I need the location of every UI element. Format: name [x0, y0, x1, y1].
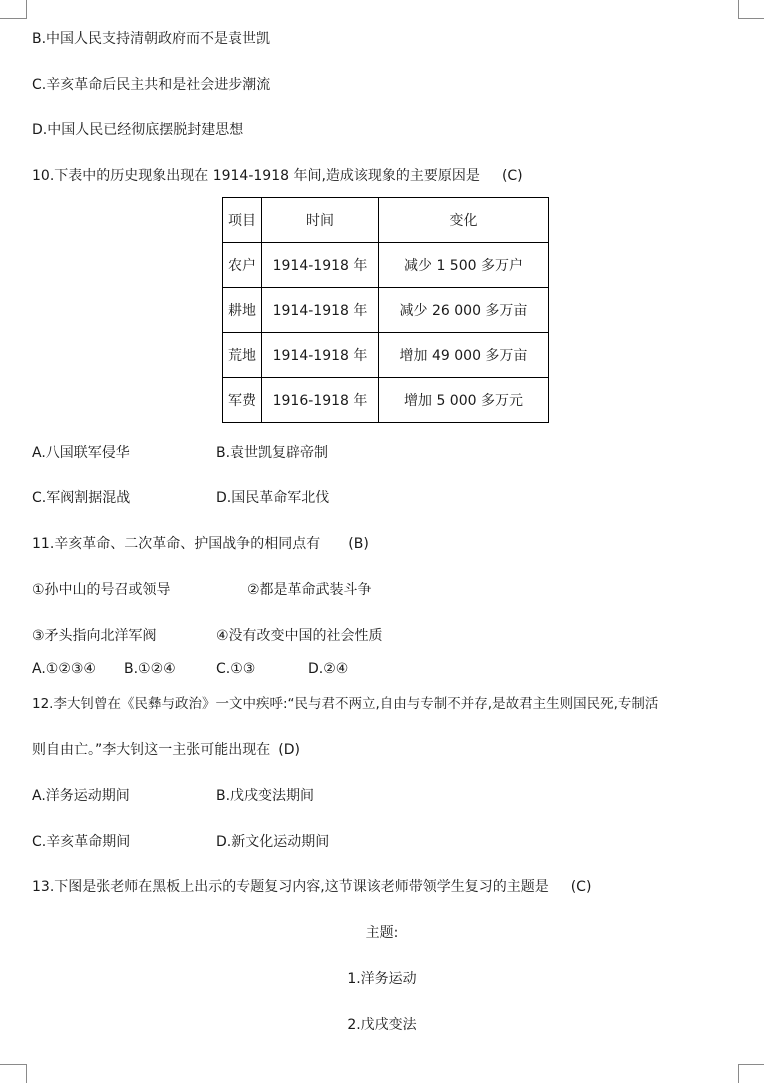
q11-item-1: ①孙中山的号召或领导 — [32, 582, 171, 598]
q12-stem-line-2 — [32, 740, 300, 760]
q11-option-a: A.①②③④ — [32, 661, 96, 677]
q12-answer: (D) — [278, 742, 300, 758]
q12-option-a: A.洋务运动期间 — [32, 788, 130, 804]
q10-answer: (C) — [501, 168, 523, 184]
q12-option-d: D.新文化运动期间 — [216, 834, 330, 850]
table-cell: 减少 26 000 多万亩 — [379, 288, 549, 333]
q13-answer: (C) — [570, 879, 592, 895]
table-header-row — [223, 198, 549, 243]
table-header-cell: 时间 — [262, 198, 379, 243]
table-row — [223, 333, 549, 378]
table-cell: 1916-1918 年 — [262, 378, 379, 423]
table-cell: 荒地 — [223, 333, 262, 378]
table-cell: 农户 — [223, 243, 262, 288]
board-item-2: 2.戊戌变法 — [347, 1017, 417, 1033]
q10-option-a: A.八国联军侵华 — [32, 445, 130, 461]
q11-answer: (B) — [348, 536, 369, 552]
q11-option-c: C.①③ — [216, 661, 256, 677]
table-header-cell: 变化 — [379, 198, 549, 243]
q11-option-d: D.②④ — [308, 661, 349, 677]
table-cell: 增加 5 000 多万元 — [379, 378, 549, 423]
board-item-1: 1.洋务运动 — [347, 971, 417, 987]
q10-option-b: B.袁世凯复辟帝制 — [216, 445, 329, 461]
q11-item-2: ②都是革命武装斗争 — [247, 582, 372, 598]
q10-stem-line — [32, 166, 523, 186]
corner-mark-top-right — [738, 0, 764, 19]
q12-option-b: B.戊戌变法期间 — [216, 788, 315, 804]
q11-item-4: ④没有改变中国的社会性质 — [216, 628, 383, 644]
q10-option-d: D.国民革命军北伐 — [216, 490, 330, 506]
q12-stem: 则自由亡。”李大钊这一主张可能出现在 — [32, 742, 271, 758]
table-row — [223, 288, 549, 333]
q12-stem-line-1: 12.李大钊曾在《民彝与政治》一文中疾呼:“民与君不两立,自由与专制不并存,是故君主生则国民死,专制活 — [32, 696, 659, 712]
corner-mark-top-left — [0, 0, 27, 19]
q10-option-c: C.军阀割据混战 — [32, 490, 131, 506]
table-row — [223, 378, 549, 423]
table-cell: 耕地 — [223, 288, 262, 333]
history-table — [222, 197, 549, 423]
table-cell: 减少 1 500 多万户 — [379, 243, 549, 288]
q11-stem: 11.辛亥革命、二次革命、护国战争的相同点有 — [32, 536, 321, 552]
table-cell: 1914-1918 年 — [262, 333, 379, 378]
table-cell: 增加 49 000 多万亩 — [379, 333, 549, 378]
q10-stem: 10.下表中的历史现象出现在 1914-1918 年间,造成该现象的主要原因是 — [32, 168, 480, 184]
q11-stem-line — [32, 534, 369, 554]
q13-stem-line — [32, 877, 591, 897]
corner-mark-bottom-left — [0, 1064, 27, 1083]
q13-stem: 13.下图是张老师在黑板上出示的专题复习内容,这节课该老师带领学生复习的主题是 — [32, 879, 549, 895]
board-title: 主题: — [365, 925, 399, 941]
q9-option-d: D.中国人民已经彻底摆脱封建思想 — [32, 122, 244, 138]
q9-option-b: B.中国人民支持清朝政府而不是袁世凯 — [32, 31, 271, 47]
q11-item-3: ③矛头指向北洋军阀 — [32, 628, 157, 644]
table-header-cell: 项目 — [223, 198, 262, 243]
q9-option-c: C.辛亥革命后民主共和是社会进步潮流 — [32, 77, 271, 93]
table-row — [223, 243, 549, 288]
corner-mark-bottom-right — [738, 1064, 764, 1083]
table-cell: 1914-1918 年 — [262, 288, 379, 333]
table-cell: 1914-1918 年 — [262, 243, 379, 288]
q12-option-c: C.辛亥革命期间 — [32, 834, 131, 850]
table-cell: 军费 — [223, 378, 262, 423]
q11-option-b: B.①②④ — [124, 661, 176, 677]
